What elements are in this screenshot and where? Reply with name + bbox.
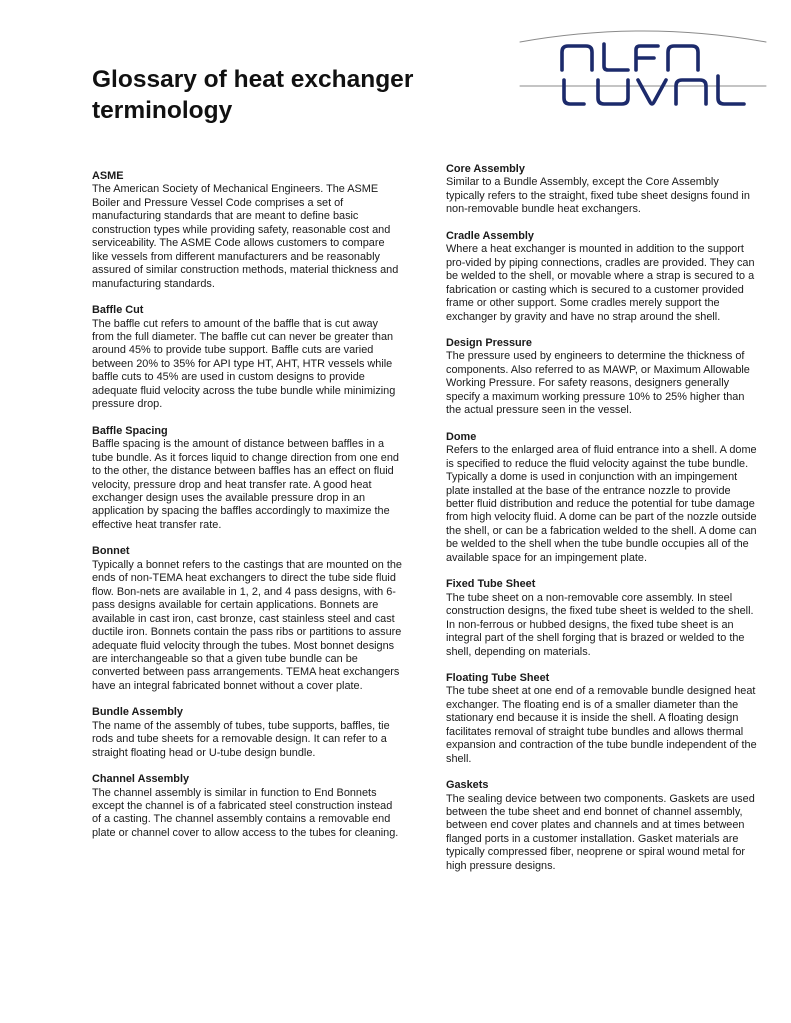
glossary-definition: The sealing device between two components. Gaskets are used between the tube sheet and end bonnet of channel assembly, between end cover plates and channels and at times between flanged ports in a customer installation. Gasket materials are typically compressed fiber, neoprene or spiral wound metal for high pressure designs. — [446, 792, 755, 872]
glossary-term: Design Pressure — [446, 336, 532, 349]
glossary-entry-asme — [92, 170, 402, 291]
glossary-definition: Baffle spacing is the amount of distance between baffles in a tube bundle. As it forces liquid to change direction from one end to the other, the distance between baffles has an effect on fluid velocity, pressure drop and heat transfer rate. A good heat exchanger design uses the available pressure drop in an application by spacing the baffles accordingly to maximize the effective heat transfer rate. — [92, 438, 399, 531]
page-title: Glossary of heat exchanger terminology — [92, 66, 414, 124]
alfa-laval-logo — [518, 26, 768, 116]
glossary-entry-channel-assembly — [92, 773, 402, 840]
glossary-term: Cradle Assembly — [446, 229, 534, 242]
glossary-term: Gaskets — [446, 779, 489, 792]
glossary-definition: Similar to a Bundle Assembly, except the Core Assembly typically refers to the straight, fixed tube sheet designs found in non-removable bundle heat exchangers. — [446, 176, 750, 216]
glossary-definition: Where a heat exchanger is mounted in addition to the support pro-vided by piping connections, cradles are provided. They can be welded to the shell, or movable where a strap is secured to a fabrication or casting which is secured to a customer provided frame or other support. Some cradles merely support the exchanger by gravity and have no strap around the shell. — [446, 243, 755, 323]
glossary-entry-floating-tube-sheet — [446, 672, 758, 766]
glossary-definition: Typically a bonnet refers to the castings that are mounted on the ends of non-TEMA heat exchangers to direct the tube side fluid flow. Bon-nets are available in 1, 2, and 4 pass designs, with 6-pass designs available for certain applications. Bonnets are available in cast iron, cast bronze, cast stainless steel and cast ductile iron. Bonnets contain the pass ribs or partitions to assure adequate fluid velocity through the tubes. Most bonnet designs are interchangeable so that a given tube bundle can be converted between pass arrangements. TEMA heat exchangers have an integral fabricated bonnet without a cover plate. — [92, 558, 402, 692]
glossary-entry-cradle-assembly — [446, 230, 758, 324]
glossary-definition: The tube sheet at one end of a removable bundle designed heat exchanger. The floating end is of a smaller diameter than the stationary end because it is inside the shell. A floating design facilitates removal of straight tube bundles and allows thermal expansion and contraction of the tube bundle independent of the shell. — [446, 685, 757, 765]
glossary-definition: The pressure used by engineers to determine the thickness of components. Also referred to as MAWP, or Maximum Allowable Working Pressure. For safety reasons, designers generally specify a maximum working pressure 10% to 25% higher than the actual pressure seen in the vessel. — [446, 350, 750, 417]
glossary-term: Baffle Cut — [92, 304, 144, 317]
glossary-right-column — [446, 163, 758, 886]
glossary-definition: Refers to the enlarged area of fluid entrance into a shell. A dome is specified to reduce the fluid velocity against the tube bundle. Typically a dome is used in conjunction with an impingement plate installed at the base of the entrance nozzle to provide better fluid distribution and reduce the potential for tube damage from high velocity fluid. A dome can be part of the nozzle outside the shell, or can be a fabrication welded to the shell. A dome can be welded to the shell when the tube bundle occupies all of the available space for an impingement plate. — [446, 444, 757, 564]
glossary-term: Floating Tube Sheet — [446, 671, 550, 684]
glossary-definition: The American Society of Mechanical Engineers. The ASME Boiler and Pressure Vessel Code comprises a set of manufacturing standards that are meant to define basic construction types while providing safety, reasonable cost and serviceability. The ASME Code allows customers to compare like vessels from different manufacturers and be reasonably assured of similar construction methods, material thickness and manufacturing standards. — [92, 183, 399, 290]
glossary-term: ASME — [92, 170, 124, 182]
glossary-definition: The tube sheet on a non-removable core assembly. In steel construction designs, the fixed tube sheet is welded to the shell. In non-ferrous or hubbed designs, the fixed tube sheet is an integral part of the shell forging that is brazed or welded to the shell, depending on materials. — [446, 591, 754, 658]
glossary-definition: The channel assembly is similar in function to End Bonnets except the channel is of a fabricated steel construction instead of a casting. The channel assembly contains a removable end plate or channel cover to allow access to the tubes for cleaning. — [92, 786, 399, 839]
glossary-entry-baffle-cut — [92, 304, 402, 412]
glossary-entry-design-pressure — [446, 337, 758, 418]
glossary-term: Bundle Assembly — [92, 706, 183, 719]
glossary-entry-gaskets — [446, 779, 758, 873]
glossary-term: Channel Assembly — [92, 773, 190, 786]
glossary-entry-fixed-tube-sheet — [446, 578, 758, 659]
glossary-definition: The name of the assembly of tubes, tube supports, baffles, tie rods and tube sheets for a removable design. It can refer to a straight floating head or U-tube design bundle. — [92, 719, 390, 759]
glossary-term: Baffle Spacing — [92, 424, 168, 437]
glossary-term: Dome — [446, 430, 477, 443]
glossary-entry-core-assembly — [446, 163, 758, 217]
glossary-entry-dome — [446, 431, 758, 566]
glossary-entry-bundle-assembly — [92, 706, 402, 760]
glossary-definition: The baffle cut refers to amount of the baffle that is cut away from the full diameter. The baffle cut can never be greater than around 45% to provide tube support. Baffle cuts are varied between 20% to 35% for API type HT, AHT, HTR vessels while baffle cuts to 45% are used in custom designs to provide adequate fluid velocity across the tube bundle while minimizing pressure drop. — [92, 317, 396, 411]
glossary-term: Bonnet — [92, 545, 130, 558]
glossary-term: Core Assembly — [446, 163, 525, 175]
glossary-term: Fixed Tube Sheet — [446, 578, 536, 591]
glossary-entry-bonnet — [92, 545, 402, 693]
glossary-left-column — [92, 170, 402, 853]
glossary-entry-baffle-spacing — [92, 425, 402, 533]
